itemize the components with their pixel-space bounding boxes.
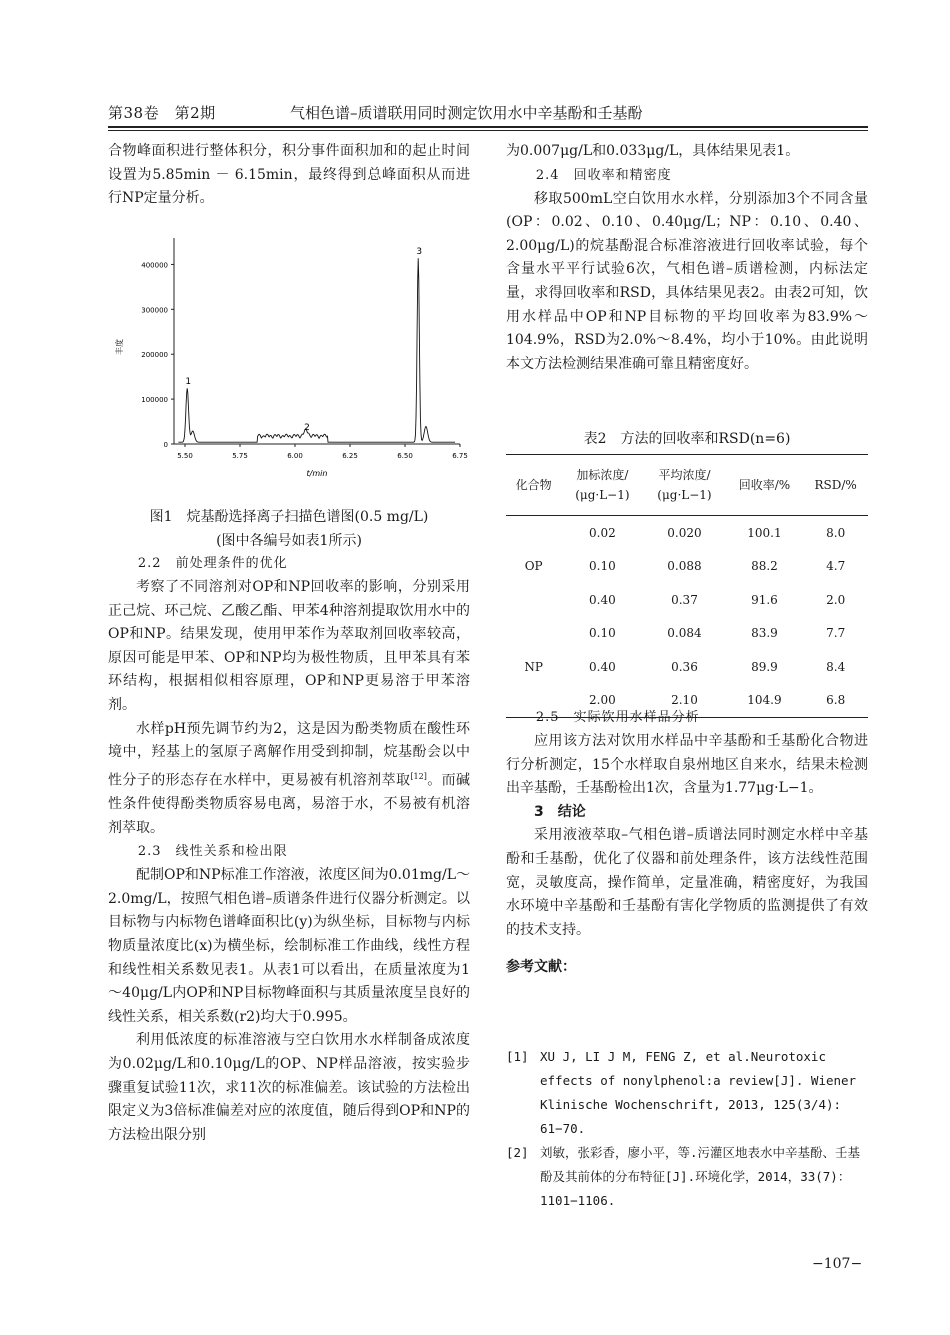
reference-item [506, 1141, 868, 1213]
chromatogram-trace [178, 258, 455, 442]
header-rule-thin [108, 130, 868, 131]
header-mean-l2: (μg·L−1) [657, 488, 712, 502]
header-mean [643, 455, 725, 516]
header-spiked-l1: 加标浓度/ [576, 468, 629, 482]
paragraph: 合物峰面积进行整体积分，积分事件面积加和的起止时间设置为5.85min － 6.15min，最终得到总峰面积从而进行NP定量分析。 [108, 143, 470, 207]
page-number: −107− [812, 1256, 863, 1272]
table-cell: 2.00 [589, 693, 616, 708]
paragraph: 考察了不同溶剂对OP和NP回收率的影响，分别采用正己烷、环己烷、乙酸乙酯、甲苯4种溶剂提取饮用水中的OP和NP。结果发现，使用甲苯作为萃取剂回收率较高，原因可能是甲苯、OP和NP均为极性物质，且甲苯具有苯环结构，根据相似相容原理，OP和NP更易溶于甲苯溶剂。 [108, 579, 470, 713]
table-cell: 8.4 [826, 659, 846, 674]
y-axis-label: 丰度 [115, 339, 124, 355]
table-cell: 0.02 [589, 525, 616, 540]
citation: [12] [410, 771, 427, 781]
right-column-top [506, 140, 868, 376]
references-list [506, 1045, 868, 1213]
peak-label: 3 [416, 246, 423, 257]
table-header-row [506, 455, 868, 516]
references-heading: 参考文献： [506, 959, 576, 976]
table-row [506, 617, 868, 651]
left-column-bottom [108, 552, 470, 1147]
reference-item [506, 1045, 868, 1141]
table-cell: 2.10 [671, 693, 698, 708]
paragraph: 应用该方法对饮用水样品中辛基酚和壬基酚化合物进行分析测定，15个水样取自泉州地区自来水，结果未检测出辛基酚，壬基酚检出1次，含量为1.77μg·L−1。 [506, 733, 868, 797]
recovery-table [506, 454, 868, 718]
section-heading-2-4: 2.4 回收率和精密度 [535, 167, 672, 183]
paragraph: 配制OP和NP标准工作溶液，浓度区间为0.01mg/L～2.0mg/L，按照气相色谱–质谱条件进行仪器分析测定。以目标物与内标物色谱峰面积比(y)为纵坐标，目标物与内标物质量浓度比(x)为横坐标，绘制标准工作曲线，线性方程和线性相关系数见表1。从表1可以看出，在质量浓度为1～40μg/L内OP和NP目标物峰面积与其质量浓度呈良好的线性关系，相关系数(r2)均大于0.995。 [108, 867, 470, 1025]
reference-number: [2] [506, 1145, 529, 1160]
header-rule [108, 126, 868, 128]
peak-label: 1 [185, 377, 192, 388]
section-heading-2-5: 2.5 实际饮用水样品分析 [535, 710, 700, 725]
table-cell: 0.088 [667, 559, 702, 574]
header-rsd: RSD/% [803, 455, 868, 516]
volume-issue: 第38卷 第2期 [108, 104, 216, 122]
header-recovery: 回收率/% [726, 455, 804, 516]
table-cell: 0.40 [589, 592, 616, 607]
table-cell: 91.6 [751, 592, 778, 607]
table-cell: 0.10 [589, 626, 616, 641]
table-cell: 104.9 [747, 693, 782, 708]
table-cell: 0.020 [667, 525, 702, 540]
table-cell: 0.37 [671, 592, 698, 607]
header-spiked-l2: (μg·L−1) [575, 488, 630, 502]
table-row [506, 516, 868, 550]
table-cell: 83.9 [751, 626, 778, 641]
header-spiked [561, 455, 643, 516]
section-heading-2-3: 2.3 线性关系和检出限 [137, 844, 288, 860]
paragraph [108, 718, 470, 841]
paragraph-text: 。而碱性条件使得酚类物质容易电离，易溶于水，不易被有机溶剂萃取。 [108, 772, 471, 836]
table-cell: 0.10 [589, 559, 616, 574]
paragraph: 移取500mL空白饮用水水样，分别添加3个不同含量(OP：0.02、0.10、0.40μg/L；NP：0.10、0.40、2.00μg/L)的烷基酚混合标准溶液进行回收率试验，每个含量水平平行试验6次，气相色谱–质谱检测，内标法定量，求得回收率和RSD，具体结果见表2。由表2可知，饮用水样品中OP和NP目标物的平均回收率为83.9%～104.9%，RSD为2.0%～8.4%，均小于10%。由此说明本文方法检测结果准确可靠且精密度好。 [506, 190, 868, 372]
x-tick-label: 5.50 [177, 452, 193, 460]
table-cell: 0.40 [589, 659, 616, 674]
reference-text: 刘敏，张彩香，廖小平，等.污灌区地表水中辛基酚、壬基酚及其前体的分布特征[J].环境化学，2014，33(7)：1101−1106. [540, 1145, 861, 1208]
table-cell: 8.0 [826, 525, 846, 540]
x-axis-label: t/min [306, 469, 328, 478]
reference-number: [1] [506, 1049, 529, 1064]
x-tick-label: 6.75 [452, 452, 468, 460]
chromatogram-figure [108, 232, 470, 502]
peak-label: 2 [304, 422, 310, 433]
section-heading-2-2: 2.2 前处理条件的优化 [137, 556, 288, 571]
right-column-bottom [506, 706, 868, 980]
compound-cell: OP [524, 559, 543, 574]
table-cell: 0.084 [667, 626, 702, 641]
x-tick-label: 5.75 [232, 452, 248, 460]
figure-caption [108, 505, 470, 553]
y-tick-label: 300000 [141, 306, 168, 315]
y-tick-label: 400000 [141, 261, 168, 270]
y-tick-label: 0 [163, 441, 168, 449]
table-cell: 7.7 [826, 626, 846, 641]
table-caption: 表2 方法的回收率和RSD(n=6) [583, 431, 791, 447]
table-cell: 100.1 [747, 525, 782, 540]
running-title: 气相色谱–质谱联用同时测定饮用水中辛基酚和壬基酚 [290, 104, 643, 122]
running-header [108, 98, 868, 126]
figure-caption-line2: (图中各编号如表1所示) [216, 533, 362, 549]
paragraph-text: 水样pH预先调节约为2，这是因为酚类物质在酸性环境中，羟基上的氢原子离解作用受到抑制，烷基酚会以中性分子的形态存在水样中，更易被有机溶剂萃取 [108, 720, 470, 789]
figure-caption-line1: 图1 烷基酚选择离子扫描色谱图(0.5 mg/L) [149, 509, 429, 525]
header-compound: 化合物 [506, 455, 561, 516]
table-cell: 2.0 [826, 592, 846, 607]
paragraph: 采用液液萃取–气相色谱–质谱法同时测定水样中辛基酚和壬基酚，优化了仪器和前处理条件，该方法线性范围宽，灵敏度高，操作简单，定量准确，精密度好，为我国水环境中辛基酚和壬基酚有害化学物质的监测提供了有效的技术支持。 [506, 827, 868, 938]
header-mean-l1: 平均浓度/ [658, 468, 711, 482]
paragraph: 为0.007μg/L和0.033μg/L，具体结果见表1。 [506, 143, 800, 159]
left-column-top [108, 140, 470, 211]
chromatogram-chart [108, 232, 470, 502]
table-cell: 4.7 [826, 559, 846, 574]
table-cell: 89.9 [751, 659, 778, 674]
table-cell: 6.8 [826, 693, 846, 708]
section-heading-3: 3 结论 [534, 803, 586, 820]
x-tick-label: 6.25 [342, 452, 358, 460]
y-tick-label: 100000 [141, 396, 168, 405]
x-tick-label: 6.50 [397, 452, 413, 460]
reference-text: XU J, LI J M, FENG Z, et al.Neurotoxic effects of nonylphenol:a review[J]. Wiener Klinische Wochenschrift, 2013, 125(3/4): 61−70. [540, 1049, 857, 1136]
paragraph: 利用低浓度的标准溶液与空白饮用水水样制备成浓度为0.02μg/L和0.10μg/L的OP、NP样品溶液，按实验步骤重复试验11次，求11次的标准偏差。该试验的方法检出限定义为3倍标准偏差对应的浓度值，随后得到OP和NP的方法检出限分别 [108, 1032, 470, 1143]
compound-cell: NP [524, 659, 543, 674]
table-cell: 88.2 [751, 559, 778, 574]
x-tick-label: 6.00 [287, 452, 303, 460]
y-tick-label: 200000 [141, 351, 168, 360]
table-cell: 0.36 [671, 659, 698, 674]
